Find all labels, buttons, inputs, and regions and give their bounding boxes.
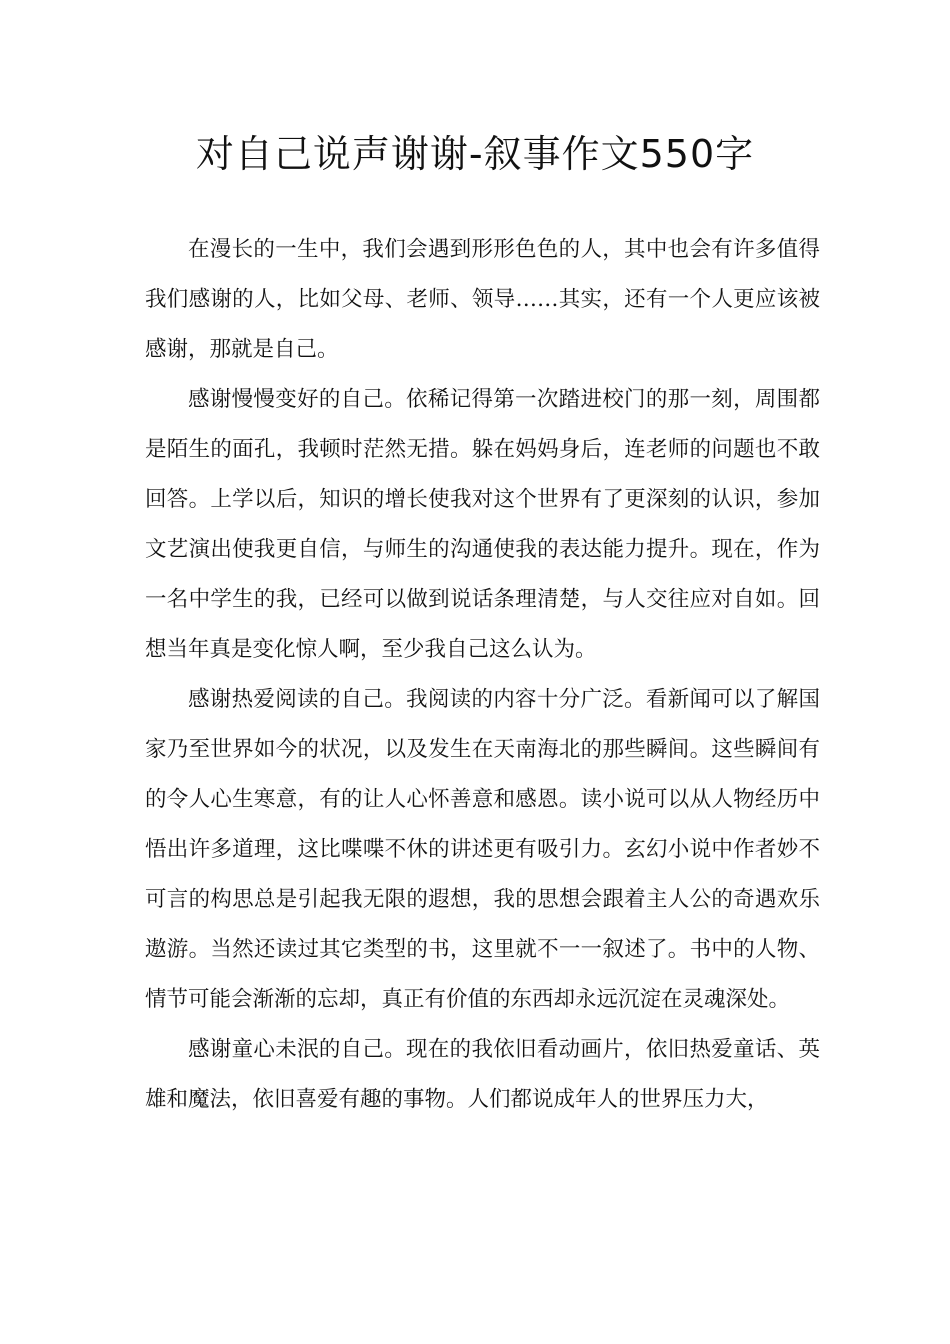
document-body (145, 225, 820, 1125)
paragraph-growth: 感谢慢慢变好的自己。依稀记得第一次踏进校门的那一刻，周围都是陌生的面孔，我顿时茫然无措。躲在妈妈身后，连老师的问题也不敢回答。上学以后，知识的增长使我对这个世界有了更深刻的认识，参加文艺演出使我更自信，与师生的沟通使我的表达能力提升。现在，作为一名中学生的我，已经可以做到说话条理清楚，与人交往应对自如。回想当年真是变化惊人啊，至少我自己这么认为。 (145, 387, 820, 662)
paragraph-intro: 在漫长的一生中，我们会遇到形形色色的人，其中也会有许多值得我们感谢的人，比如父母、老师、领导……其实，还有一个人更应该被感谢，那就是自己。 (145, 237, 820, 362)
document-title: 对自己说声谢谢-叙事作文550字 (195, 132, 755, 176)
paragraph-reading: 感谢热爱阅读的自己。我阅读的内容十分广泛。看新闻可以了解国家乃至世界如今的状况，以及发生在天南海北的那些瞬间。这些瞬间有的令人心生寒意，有的让人心怀善意和感恩。读小说可以从人物经历中悟出许多道理，这比喋喋不休的讲述更有吸引力。玄幻小说中作者妙不可言的构思总是引起我无限的遐想，我的思想会跟着主人公的奇遇欢乐遨游。当然还读过其它类型的书，这里就不一一叙述了。书中的人物、情节可能会渐渐的忘却，真正有价值的东西却永远沉淀在灵魂深处。 (145, 687, 820, 1012)
paragraph-childlike: 感谢童心未泯的自己。现在的我依旧看动画片，依旧热爱童话、英雄和魔法，依旧喜爱有趣的事物。人们都说成年人的世界压力大， (145, 1037, 820, 1112)
